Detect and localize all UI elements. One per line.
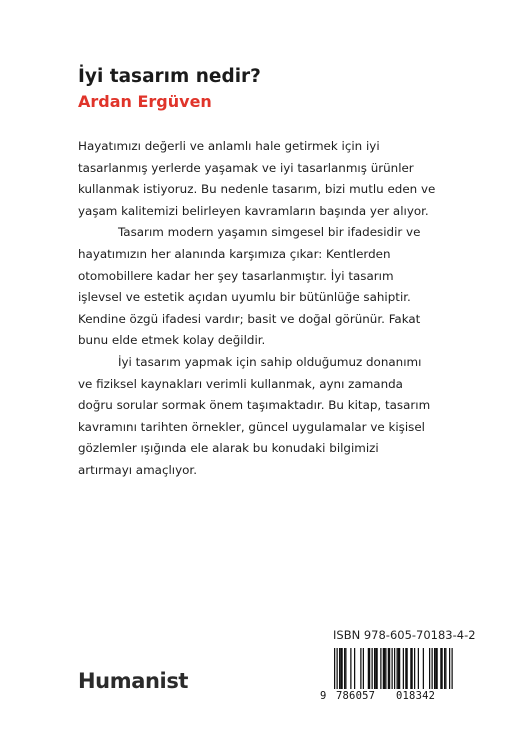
blurb-line: işlevsel ve estetik açıdan uyumlu bir bütünlüğe sahiptir. (78, 290, 411, 305)
barcode-bar (385, 648, 386, 689)
blurb-line: hayatımızın her alanında karşımıza çıkar: Kentlerden (78, 246, 391, 261)
barcode-bar (344, 648, 345, 689)
barcode-bar (403, 648, 404, 689)
barcode-bar (388, 648, 389, 689)
barcode-bar (345, 648, 346, 689)
barcode-bar (445, 648, 446, 689)
barcode-bar (342, 648, 343, 689)
blurb-line: doğru sorular sormak önem taşımaktadır. Bu kitap, tasarım (78, 398, 431, 413)
blurb-line: kavramını tarihten örnekler, güncel uygulamalar ve kişisel (78, 419, 425, 434)
book-title: İyi tasarım nedir? (78, 66, 261, 87)
blurb-line: ve fiziksel kaynakları verimli kullanmak, aynı zamanda (78, 376, 403, 391)
barcode-bar (434, 648, 435, 689)
barcode-bar (383, 648, 384, 689)
blurb-line: İyi tasarım yapmak için sahip olduğumuz donanımı (118, 354, 422, 369)
blurb-line: tasarlanmış yerlerde yaşamak ve iyi tasarlanmış ürünler (78, 160, 414, 175)
barcode-digits-right: 018342 (396, 690, 436, 702)
blurb-line: Tasarım modern yaşamın simgesel bir ifadesidir ve (118, 225, 421, 240)
barcode-bar (440, 648, 441, 689)
barcode-bar (405, 648, 406, 689)
blurb-line: Hayatımızı değerli ve anlamlı hale getirmek için iyi (78, 139, 380, 153)
barcode-bar (429, 648, 430, 689)
barcode-bar (435, 648, 436, 689)
blurb-line: yaşam kalitemizi belirleyen kavramların başında yer alıyor. (78, 203, 429, 218)
blurb-line: bunu elde etmek kolay değildir. (78, 333, 266, 348)
barcode-bar (377, 648, 378, 689)
barcode-bar (432, 648, 433, 689)
barcode-bar (374, 648, 375, 689)
barcode-bar (340, 648, 341, 689)
barcode-bar (369, 648, 370, 689)
blurb (78, 136, 458, 482)
barcode-bar (363, 648, 364, 689)
barcode-digit-first: 9 (320, 690, 327, 702)
barcode-bar (410, 648, 411, 689)
barcode-bar (398, 648, 399, 689)
blurb-line: Kendine özgü ifadesi vardır; basit ve doğal görünür. Fakat (78, 311, 421, 326)
blurb-line: kullanmak istiyoruz. Bu nedenle tasarım, bizi mutlu eden ve (78, 182, 436, 197)
barcode-bar (380, 648, 381, 689)
blurb-line: otomobillere kadar her şey tasarlanmıştır. İyi tasarım (78, 268, 394, 283)
publisher-logo: Humanist (78, 669, 189, 693)
blurb-line: gözlemler ışığında ele alarak bu konudaki bilgimizi (78, 441, 379, 456)
barcode-bar (412, 648, 413, 689)
barcode-bar (423, 648, 424, 689)
barcode-bar (442, 648, 443, 689)
barcode-digits-left: 786057 (336, 690, 376, 702)
barcode-bar (399, 648, 400, 689)
barcode-bar (354, 648, 355, 689)
barcode-bar (444, 648, 445, 689)
barcode-bar (407, 648, 408, 689)
barcode-bar (397, 648, 398, 689)
barcode-bar (389, 648, 390, 689)
barcode-bar (350, 648, 351, 689)
barcode-bar (437, 648, 438, 689)
barcode-bar (339, 648, 340, 689)
book-author: Ardan Ergüven (78, 92, 212, 111)
barcode-bar (418, 648, 419, 689)
barcode-bar (414, 648, 415, 689)
blurb-line: artırmayı amaçlıyor. (78, 462, 197, 477)
barcode-bar (368, 648, 369, 689)
barcode-bar (384, 648, 385, 689)
barcode-bar (360, 648, 361, 689)
barcode-bar (372, 648, 373, 689)
isbn-label: ISBN 978-605-70183-4-2 (333, 628, 476, 642)
barcode-bar (375, 648, 376, 689)
